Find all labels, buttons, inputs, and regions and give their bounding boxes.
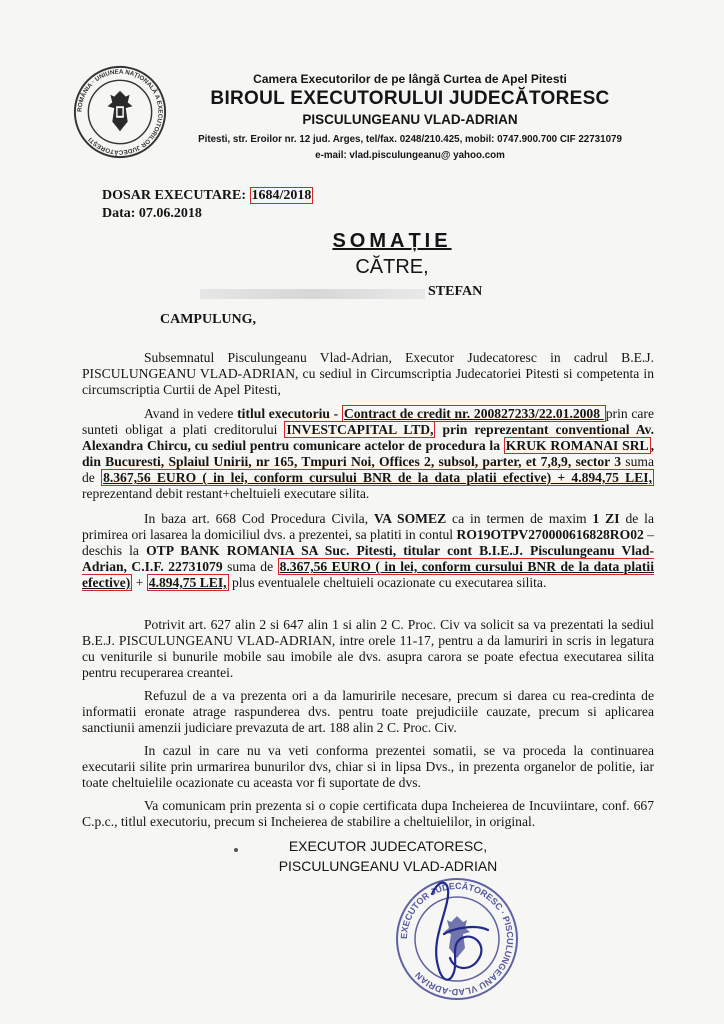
- paragraph-intro: Subsemnatul Pisculungeanu Vlad-Adrian, Executor Judecatoresc in cadrul B.E.J. PISCULUNGEANU VLAD-ADRIAN, cu sediul in Circumscriptia Judecatoriei Pitesti si competenta in circumscriptia Curtii de Apel Pitesti,: [82, 350, 654, 397]
- executor-name: PISCULUNGEANU VLAD-ADRIAN: [302, 112, 518, 127]
- executors-union-seal-logo: [72, 64, 168, 160]
- creditor-name: INVESTCAPITAL LTD,: [286, 422, 434, 437]
- paragraph-summons: In baza art. 668 Cod Procedura Civila, VA SOMEZ ca in termen de maxim 1 ZI de la primirea ori lasarea la domiciliul dvs. a prezentei, sa platiti in contul RO19OTPV270000616828RO02 – deschis la OTP BANK ROMANIA SA Suc. Pitesti, titular cont B.I.E.J. Pisculungeanu Vlad-Adrian, C.I.F. 22731079 suma de 8.367,56 EURO ( in lei, conform cursului BNR de la data platii efective) + 4.894,75 LEI, plus eventualele cheltuieli ocazionate cu executarea silita.: [82, 511, 654, 590]
- executor-stamp: [392, 874, 522, 1004]
- paragraph-enforcement: In cazul in care nu va veti conforma prezentei somatii, se va proceda la continuarea executarii silite prin urmarirea bunurilor dvs, chiar si in lipsa Dvs., in prezenta organelor de politie, iar toate cheltuielile ocazionate cu aceasta vor fi suportate de dvs.: [82, 743, 654, 790]
- signature-role: EXECUTOR JUDECATORESC,: [288, 838, 488, 854]
- paragraph-communication: Va comunicam prin prezenta si o copie certificata dupa Incheierea de Incuviintare, conf. 667 C.p.c., titlul executoriu, precum si Incheierea de stabilire a cheltuielilor, in original.: [82, 798, 654, 829]
- file-number-label: DOSAR EXECUTARE:: [102, 188, 247, 203]
- credit-contract: Contract de credit nr. 200827233/22.01.2008: [343, 406, 604, 421]
- office-email: e-mail: vlad.pisculungeanu@ yahoo.com: [315, 150, 505, 161]
- agent-company: KRUK ROMANAI SRL: [505, 438, 649, 453]
- redacted-name: [200, 289, 425, 299]
- addressee-label: CĂTRE,: [355, 256, 429, 278]
- document-title: SOMAȚIE: [332, 230, 452, 252]
- recipient-city: CAMPULUNG,: [160, 312, 257, 327]
- paragraph-summons-appearance: Potrivit art. 627 alin 2 si 647 alin 1 si alin 2 C. Proc. Civ va solicit sa va prezentati la sediul B.E.J. PISCULUNGEANU VLAD-ADRIAN, intre orele 11-17, pentru a da lamuriri in scris in legatura cu veniturile si bunurile mobile sau imobile ale dvs. asupra carora se poate efectua executarea silita pentru recuperarea creantei.: [82, 617, 654, 680]
- svg-text:ROMÂNIA · UNIUNEA NAȚIONALĂ A: ROMÂNIA · UNIUNEA NAȚIONALĂ A EXECUTORILOR JUDECĂTOREȘTI: [76, 68, 164, 156]
- office-contact: Pitesti, str. Eroilor nr. 12 jud. Arges, tel/fax. 0248/210.425, mobil: 0747.900.700 CIF 22731079: [198, 134, 622, 145]
- amount-lei: 4.894,75 LEI,: [148, 575, 227, 590]
- paragraph-refusal: Refuzul de a va prezenta ori a da lamuririle necesare, precum si darea cu rea-credinta de informatii eronate atrage raspunderea dvs. pentru toate prejudiciile cauzate, precum si aplicarea sanctiunii amenzii judiciare prevazuta de art. 188 alin 2 C. Proc. Civ.: [82, 688, 654, 735]
- recipient-name: STEFAN: [428, 284, 483, 299]
- paragraph-title: Avand in vedere titlul executoriu - Contract de credit nr. 200827233/22.01.2008 prin care sunteti obligat a plati creditorului INVESTCAPITAL LTD, prin reprezentant conventional Av. Alexandra Chircu, cu sediul pentru comunicare actelor de procedura la KRUK ROMANAI SRL , din Bucuresti, Splaiul Unirii, nr 165, Tmpuri Noi, Offices 2, subsol, parter, et 7,8,9, sector 3 suma de 8.367,56 EURO ( in lei, conform cursului BNR de la data platii efective) + 4.894,75 LEI, reprezentand debit restant+cheltuieli executare silita.: [82, 406, 654, 501]
- office-name: BIROUL EXECUTORULUI JUDECĂTORESC: [210, 88, 610, 109]
- document-date: Data: 07.06.2018: [102, 206, 202, 221]
- signature-name: PISCULUNGEANU VLAD-ADRIAN: [278, 858, 498, 874]
- svg-text:EXECUTOR JUDECĂTORESC · PISCUL: EXECUTOR JUDECĂTORESC · PISCULUNGEANU VLAD-ADRIAN: [398, 880, 516, 998]
- file-number-line: [102, 188, 313, 204]
- chamber-name: Camera Executorilor de pe lângă Curtea de Apel Pitesti: [253, 72, 567, 86]
- amount-euro: 8.367,56 EURO ( in lei, conform cursului BNR de la data platii efective): [82, 559, 654, 590]
- file-number: 1684/2018: [251, 188, 312, 203]
- bank-account: RO19OTPV270000616828RO02: [456, 527, 644, 542]
- amount-due: 8.367,56 EURO ( in lei, conform cursului BNR de la data platii efective) + 4.894,75 LEI,: [103, 470, 652, 485]
